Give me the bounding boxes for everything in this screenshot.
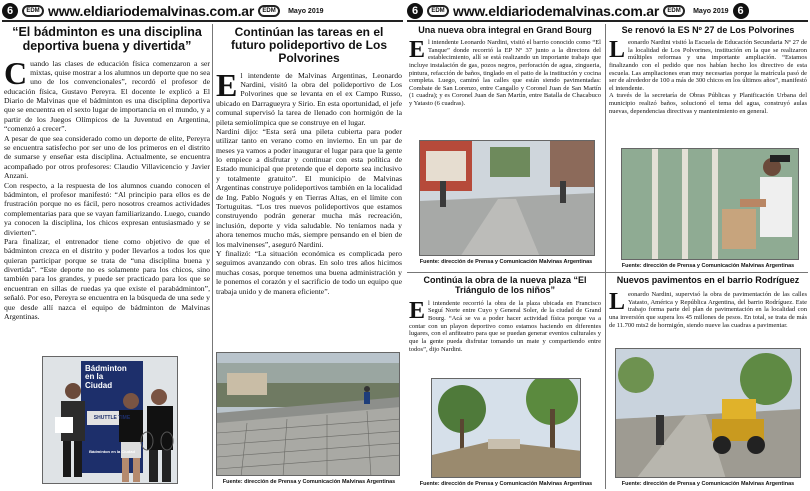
article-title: Se renovó la ES Nº 27 de Los Polvorines — [621, 26, 795, 35]
photo-caption: Fuente: dirección de Prensa y Comunicación Malvinas Argentinas — [419, 481, 593, 487]
article-paragraph: uando las clases de educación física comenzaron a ser mixtas, quise mostrar a los alumnos un deporte que no sea uno de los convencionales”, recordó el profesor de educación física, Gustavo Pereyra. El docente le explicó a El Diario de Malvinas que el bádminton es una disciplina deportiva que se encuentra en el sexto lugar de importancia en el mundo, y a partir de los Juegos Olímpicos de la Juventud en Argentina, “comenzó a crecer”. — [4, 58, 210, 134]
page-number-right: 6 — [733, 3, 749, 19]
site-url[interactable]: www.eldiariodemalvinas.com.ar — [453, 3, 660, 19]
row-divider — [407, 272, 808, 273]
article-body — [409, 36, 601, 108]
page-number: 6 — [2, 3, 18, 19]
article-title: Continúa la obra de la nueva plaza “El Triángulo de los niños” — [423, 276, 587, 295]
issue-date: Mayo 2019 — [693, 7, 729, 15]
newspaper-logo-right: EDM — [663, 5, 685, 17]
photo-caption: Fuente: dirección de Prensa y Comunicación Malvinas Argentinas — [621, 263, 795, 269]
right-page-header — [407, 2, 808, 22]
street-paving-photo — [419, 140, 595, 256]
banner-text: Ciudad — [85, 380, 113, 390]
drop-cap: E — [409, 297, 426, 324]
article-title: Una nueva obra integral en Grand Bourg — [418, 26, 592, 35]
article-paragraph: Para finalizar, el entrenador tiene como objetivo de que el bádminton crezca en el distrito y poder llevarlos a todos los que quieran participar porque se trata de “una disciplina buena y divertida”. “Este deporte no es solamente para los chicos, sino también para los grandes, y puede ser practicado para los que se encuentran en sillas de ruedas ya que existe el parabádminton”, señaló. Por eso, Pereyra se encuentra en la búsqueda de una sede y que desde allí nazca el equipo de bádminton de Malvinas Argentinas. — [4, 236, 210, 322]
street-paving-image — [420, 141, 595, 256]
school-renovation-image — [622, 149, 799, 260]
article-rodriguez — [609, 276, 807, 356]
drop-cap: E — [409, 36, 426, 63]
column-divider — [605, 24, 606, 489]
pavement-photo — [615, 348, 801, 478]
article-paragraph: eonardo Nardini, supervisó la obra de pavimentación de las calles Yatasto, América y República Argentina, del barrio Rodríguez. Este trabajo forma parte del plan de pavimentación en la localidad con una inversión que supera los 45 millones de pesos. En total, se trata de más de 11.700 mts2 de hormigón, siendo nueve las cuadras a pavimentar. — [609, 290, 807, 329]
article-title: Nuevos pavimentos en el barrio Rodríguez — [616, 276, 800, 285]
article-polideportivo — [216, 26, 402, 358]
article-body — [4, 54, 210, 322]
article-paragraph: Y finalizó: “La situación económica es complicada pero seguimos avanzando con obras. En solo tres años hicimos muchas cosas, porque tenemos una buena administración y le ponemos el corazón y el sacrificio de todo un equipo que trabaja unido y de manera eficiente”. — [216, 248, 402, 296]
right-page — [405, 0, 810, 491]
article-body — [216, 66, 402, 296]
article-paragraph: A través de la secretaría de Obras Públicas y Planificación Urbana del municipio realizó baños, solucionó el tema del agua, construyó aulas nuevas, dependencias directivas y mantenimiento en general. — [609, 92, 807, 115]
article-body — [409, 297, 601, 354]
article-paragraph: l intendente recorrió la obra de la plaza ubicada en Francisco Seguí Norte entre Cuyo y General Soler, de la ciudad de Grand Bourg. “Acá se va a poder hacer actividad física porque va a contar con un playon deportivo como estamos haciendo en diferentes lugares, con el anfiteatro para que se puedan generar eventos culturales y que la gente pueda disfrutar tomando un mate y compartiendo entre todos”, dijo Nardini. — [409, 299, 601, 353]
photo-caption: Fuente: dirección de Prensa y Comunicación Malvinas Argentinas — [419, 259, 593, 265]
pavement-image — [616, 349, 801, 478]
photo-caption: Fuente: dirección de Prensa y Comunicación Malvinas Argentinas — [621, 481, 795, 487]
article-body — [609, 36, 807, 116]
article-paragraph: Nardini dijo: “Esta será una pileta cubierta para poder utilizar tanto en verano como en invierno. En un par de meses ya vamos a poder inaugurar el lugar para que la gente lo empiece a disfrutar y continuar con esta política de Estado municipal que pretende que el deporte sea inclusivo y totalmente gratuito”. El municipio de Malvinas Argentinas construye polideportivos también en la localidad de Ing. Pablo Nogués y en Tierras Altas, en el límite con Tortuguitas. “Los tres nuevos polideportivos que estamos construyendo podrán generar mucha más recreación, inclusión, deporte y vida saludable. No teníamos nada y ahora tenemos mucho más, siempre pensando en el bien de los malvinenses”, aseguró Nardini. — [216, 126, 402, 249]
banner-foot: Bádminton en la Ciudad — [89, 449, 135, 454]
article-paragraph: A pesar de que sea considerado como un deporte de elite, Pereyra se encuentra satisfecho por ser uno de los primeros en el distrito de sumarse y enseñar esta disciplina. Actualmente, se encuentra acompañado por otros profesores: Claudio Villavicencio y Javier Anzani. — [4, 133, 210, 181]
drop-cap: L — [609, 288, 626, 315]
banner-sign: SHUTTLE TIME — [93, 415, 131, 421]
article-title: Continúan las tareas en el futuro polideportivo de Los Polvorines — [231, 26, 387, 66]
newspaper-logo-right: EDM — [258, 5, 280, 17]
drop-cap: L — [609, 36, 626, 63]
article-grand-bourg — [409, 26, 601, 138]
article-paragraph: l intendente de Malvinas Argentinas, Leonardo Nardini, visitó la obra del polideportivo de Los Polvorines que se levanta en el ex Campo Russo, ubicado en Darragueyra y Sirio. En esta oportunidad, el jefe comunal supervisó la tarea de llenado con hormigón de la pileta semiolímpica que se construye en el lugar. — [216, 70, 402, 127]
banner-text: Bádminton — [85, 364, 127, 373]
photo-caption: Fuente: dirección de Prensa y Comunicación Malvinas Argentinas — [222, 479, 396, 485]
school-renovation-photo — [621, 148, 799, 260]
column-divider — [212, 24, 213, 489]
article-title: “El bádminton es una disciplina deportiva buena y divertida” — [12, 26, 202, 53]
drop-cap: C — [4, 54, 28, 91]
pool-construction-photo — [216, 352, 400, 476]
article-body — [609, 288, 807, 329]
page-number: 6 — [407, 3, 423, 19]
newspaper-logo: EDM — [427, 5, 449, 17]
newspaper-logo: EDM — [22, 5, 44, 17]
article-paragraph: Con respecto, a la respuesta de los alumnos cuando conocen el bádminton, el profesor manifestó: “Al principio para ellos es de frustración porque no es fácil, pero nosotros creamos actividades complementarias para que se vayan familiarizando. Luego, cuando ya conocen la disciplina, los chicos expresan entusiasmado y se divierten”. — [4, 180, 210, 237]
article-paragraph: eonardo Nardini visitó la Escuela de Educación Secundaria Nº 27 de la localidad de Los Polvorines, institución en la que se realizaron múltiples reformas y una importante ampliación. “Estamos finalizando con el pedido que nos habían hecho los directivo de esta escuela. Las ampliaciones eran muy necesarias porque la matrícula pasó de ser de alrededor de 100 a más de 300 chicos en los últimos años”, manifestó el intendente. — [609, 38, 807, 92]
article-es27 — [609, 26, 807, 150]
drop-cap: E — [216, 66, 238, 103]
badminton-photo — [42, 356, 178, 484]
issue-date: Mayo 2019 — [288, 7, 324, 15]
plaza-photo — [431, 378, 581, 478]
site-url[interactable]: www.eldiariodemalvinas.com.ar — [48, 3, 255, 19]
article-paragraph: l intendente Leonardo Nardini, visitó el barrio conocido como “El Tanque” donde recorrió la EP Nº 37 junto a la directora del establecimiento, allí se está realizando un importante trabajo que incluye instalación de gas, pozos negros, perforación de agua, zingueria, pintura, refacción de baños, tinglado en el patio de la institución y cocina completa. Luego, caminó las calles que están siendo pavimentadas: Combate de San Lorenzo, entre Cangallo y Coronel Juan de San Martín (1 cuadra); y es Coronel Juan de San Martín, entre Batalla de Chacabuco y Yatasto (6 cuadras). — [409, 38, 601, 108]
article-plaza — [409, 276, 601, 376]
pool-construction-image — [217, 353, 400, 476]
left-page-header — [2, 2, 403, 22]
banner-text: en la — [85, 372, 104, 382]
plaza-image — [432, 379, 581, 478]
